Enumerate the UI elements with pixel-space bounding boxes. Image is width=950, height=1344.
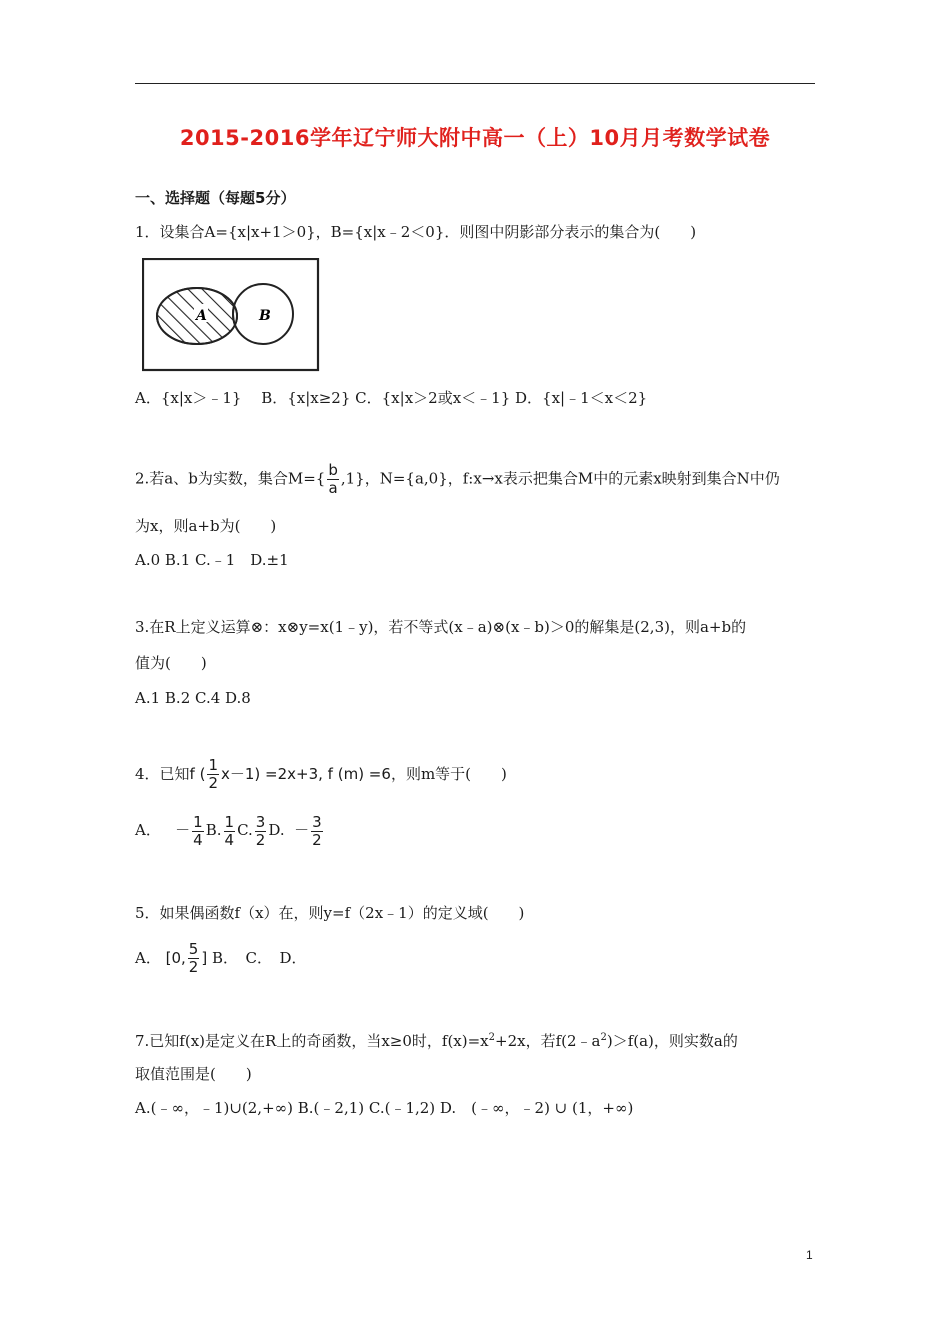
- question-3-options: A.1 B.2 C.4 D.8: [135, 689, 251, 707]
- page-title: 2015-2016学年辽宁师大附中高一（上）10月月考数学试卷: [179, 126, 771, 150]
- question-7-line-2: 取值范围是( ): [135, 1065, 252, 1083]
- option-d-fraction: $\frac{3}{2}$: [312, 812, 322, 849]
- page-number: 1: [806, 1248, 813, 1262]
- question-2-options: A.0 B.1 C.﹣1 D.±1: [135, 551, 289, 569]
- question-3-line-1: 3.在R上定义运算⊗：x⊗y=x(1﹣y)，若不等式(x﹣a)⊗(x﹣b)＞0的解集是(2,3)，则a+b的: [135, 618, 747, 636]
- question-7-line-1: 7.已知f(x)是定义在R上的奇函数，当x≥0时，$f(x)=x^2+2x$，若$f(2﹣a^2)>f(a)$，则实数a的: [135, 1032, 738, 1050]
- venn-diagram: [142, 258, 320, 372]
- set-b-label: B: [259, 308, 271, 324]
- question-1-stem: 1．设集合A={x|x+1＞0}，B={x|x﹣2＜0}．则图中阴影部分表示的集合为( ): [135, 223, 697, 241]
- question-7-options: A.(﹣∞，﹣1)∪(2,+∞) B.(﹣2,1) C.(﹣1,2) D. (﹣∞，﹣2) ∪ (1，+∞): [135, 1099, 634, 1117]
- question-3-line-2: 值为( ): [135, 654, 207, 672]
- question-2-line-1: [135, 462, 780, 497]
- header-rule: [135, 83, 815, 84]
- option-a-fraction: $\frac{1}{4}$: [193, 812, 203, 849]
- set-a-label: A: [196, 308, 207, 324]
- option-b-fraction: $\frac{1}{4}$: [224, 812, 235, 849]
- question-5-options: A． [0, $\frac{5}{2}$ ] B． C． D．: [135, 940, 307, 976]
- function-formula: f ( $\frac{1}{2}$ x－1) =2x+3, f (m) =6: [189, 756, 391, 792]
- question-2-post: ,1}，N={a,0}，f:x→x表示把集合M中的元素x映射到集合N中仍: [340, 469, 780, 488]
- section-heading: 一、选择题（每题5分）: [135, 189, 296, 207]
- question-2-pre: 2.若a、b为实数，集合M={: [135, 469, 326, 488]
- question-5-stem: 5．如果偶函数f（x）在，则y=f（2x﹣1）的定义域( ): [135, 904, 525, 922]
- fraction-b-over-a: $\frac{b}{a}$: [328, 461, 338, 497]
- interval-expression: [0, $\frac{5}{2}$ ]: [165, 940, 208, 976]
- question-2-line-2: 为x，则a+b为( ): [135, 517, 277, 535]
- option-c-fraction: $\frac{3}{2}$: [255, 812, 266, 849]
- question-4-stem: 4．已知f ( $\frac{1}{2}$ x－1) =2x+3, f (m) =6，则m等于( ): [135, 756, 507, 792]
- question-4-options: A． － $\frac{1}{4}$ B. $\frac{1}{4}$ C. $\frac{3}{2}$ D. － $\frac{3}{2}$: [135, 812, 322, 849]
- question-1-options: A．{x|x＞﹣1} B．{x|x≥2} C．{x|x＞2或x＜﹣1} D．{x|﹣1＜x＜2}: [135, 389, 648, 407]
